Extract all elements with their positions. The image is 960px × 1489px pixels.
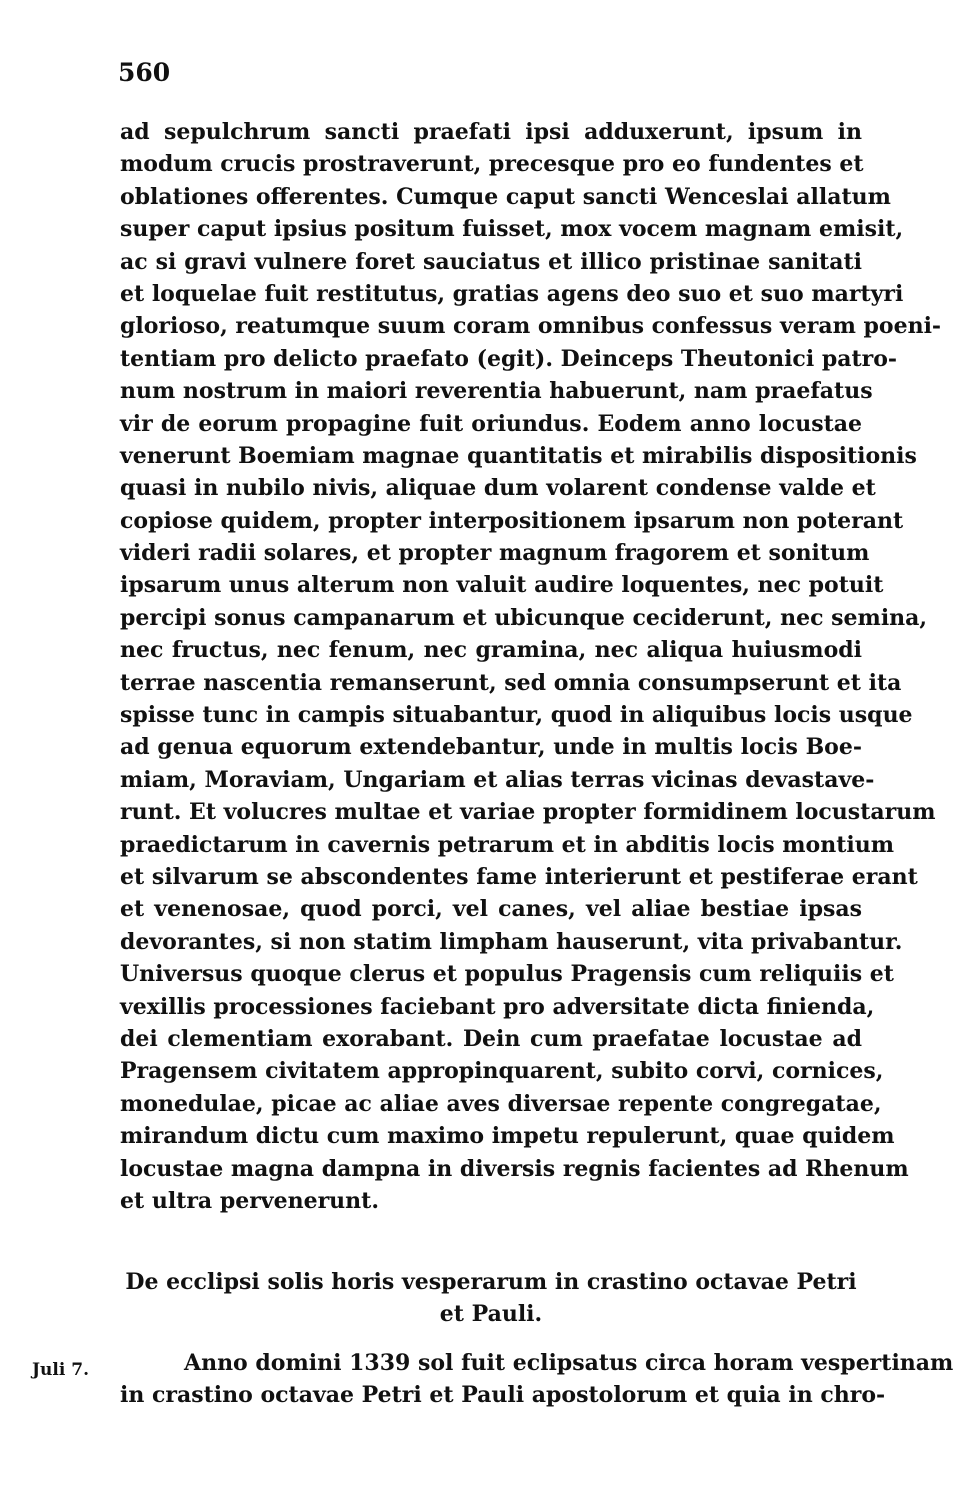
heading-line: De ecclipsi solis horis vesperarum in crastino octavae Petri [125, 1269, 857, 1295]
text-line: in crastino octavae Petri et Pauli apostolorum et quia in chro- [120, 1382, 886, 1409]
heading-line: et Pauli. [439, 1301, 543, 1328]
page-number: 560 [118, 58, 171, 87]
text-line: terrae nascentia remanserunt, sed omnia consumpserunt et ita [120, 669, 902, 696]
text-line: ac si gravi vulnere foret sauciatus et illico pristinae sanitati [120, 248, 862, 275]
text-line: mirandum dictu cum maximo impetu repulerunt, quae quidem [120, 1123, 895, 1150]
text-line: et silvarum se abscondentes fame interierunt et pestiferae erant [120, 863, 918, 890]
text-line: oblationes offerentes. Cumque caput sancti Wenceslai allatum [120, 183, 891, 210]
text-line: ad genua equorum extendebantur, unde in multis locis Boe- [120, 734, 862, 761]
text-line: copiose quidem, propter interpositionem ipsarum non poterant [120, 507, 904, 534]
text-line: ipsarum unus alterum non valuit audire loquentes, nec potuit [120, 572, 884, 599]
text-line: modum crucis prostraverunt, precesque pro eo fundentes et [120, 151, 864, 178]
text-line: locustae magna dampna in diversis regnis facientes ad Rhenum [120, 1155, 909, 1182]
text-line: nec fructus, nec fenum, nec gramina, nec aliqua huiusmodi [120, 637, 862, 664]
text-line: vir de eorum propagine fuit oriundus. Eodem anno locustae [120, 410, 862, 437]
text-line: ad sepulchrum sancti praefati ipsi adduxerunt, ipsum in [120, 119, 862, 145]
text-line: quasi in nubilo nivis, aliquae dum volarent condense valde et [120, 475, 876, 502]
text-line: et loquelae fuit restitutus, gratias agens deo suo et suo martyri [120, 280, 904, 307]
text-line: devorantes, si non statim limpham hauserunt, vita privabantur. [120, 928, 903, 955]
text-line: monedulae, picae ac aliae aves diversae repente congregatae, [120, 1090, 882, 1117]
text-line: praedictarum in cavernis petrarum et in abditis locis montium [120, 831, 894, 858]
text-line: percipi sonus campanarum et ubicunque ceciderunt, nec semina, [120, 604, 928, 631]
text-line: num nostrum in maiori reverentia habuerunt, nam praefatus [120, 378, 873, 405]
text-line: videri radii solares, et propter magnum fragorem et sonitum [120, 540, 870, 567]
text-line: venerunt Boemiam magnae quantitatis et mirabilis dispositionis [120, 442, 917, 469]
text-line: et ultra pervenerunt. [120, 1187, 379, 1214]
text-line: Anno domini 1339 sol fuit eclipsatus circa horam vespertinam [184, 1350, 954, 1376]
text-line: Universus quoque clerus et populus Pragensis cum reliquiis et [120, 961, 894, 988]
text-line: glorioso, reatumque suum coram omnibus confessus veram poeni- [120, 313, 942, 340]
text-line: tentiam pro delicto praefato (egit). Deinceps Theutonici patro- [120, 345, 898, 372]
final-paragraph [120, 1347, 954, 1412]
text-line: super caput ipsius positum fuisset, mox vocem magnam emisit, [120, 216, 904, 243]
text-line: miam, Moraviam, Ungariam et alias terras vicinas devastave- [120, 766, 875, 793]
main-paragraph [120, 116, 942, 1217]
text-line: runt. Et volucres multae et variae propter formidinem locustarum [120, 799, 936, 826]
text-line: dei clementiam exorabant. Dein cum praefatae locustae ad [120, 1025, 862, 1052]
section-heading [120, 1266, 862, 1331]
text-line: vexillis processiones faciebant pro adversitate dicta finienda, [120, 993, 875, 1020]
margin-date-note: Juli 7. [32, 1360, 89, 1380]
text-line: Pragensem civitatem appropinquarent, subito corvi, cornices, [120, 1058, 884, 1085]
text-line: spisse tunc in campis situabantur, quod in aliquibus locis usque [120, 702, 913, 729]
text-line: et venenosae, quod porci, vel canes, vel aliae bestiae ipsas [120, 896, 862, 923]
